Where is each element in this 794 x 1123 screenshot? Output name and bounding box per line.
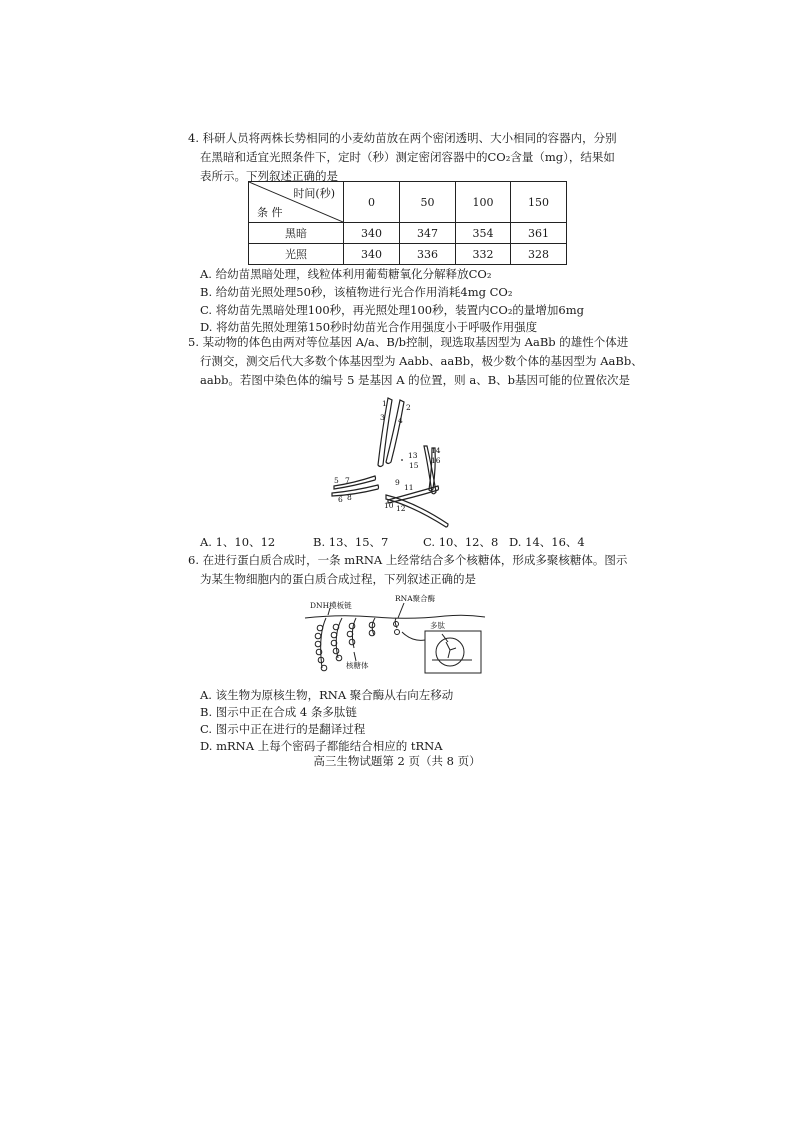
chromosome-label: 7 <box>345 476 350 485</box>
table-row <box>249 223 567 244</box>
chromosome-diagram <box>320 390 470 530</box>
q4-option-b: B. 给幼苗光照处理50秒，该植物进行光合作用消耗4mg CO₂ <box>200 285 513 299</box>
q6-option-c: C. 图示中正在进行的是翻译过程 <box>200 722 366 736</box>
chromosome-label: 15 <box>409 461 419 470</box>
table-cell: 361 <box>511 223 567 244</box>
q5-option-c: C. 10、12、8 <box>423 535 499 549</box>
table-cell: 328 <box>511 244 567 265</box>
chromosome-label: 12 <box>396 504 406 513</box>
table-cell: 332 <box>456 244 511 265</box>
chromosome-label: 16 <box>431 456 441 465</box>
chromosome-label: 14 <box>431 446 441 455</box>
q5-line: 5. 某动物的体色由两对等位基因 A/a、B/b控制，现选取基因型为 AaBb 的雄性个体进 <box>188 335 629 349</box>
chromosome-label: 2 <box>406 403 411 412</box>
chromosome-label: 13 <box>408 451 418 460</box>
chromosome-label: 9 <box>395 478 400 487</box>
peptide-label: 多肽 <box>430 621 445 630</box>
table-cell: 340 <box>344 223 400 244</box>
q4-line: 4. 科研人员将两株长势相同的小麦幼苗放在两个密闭透明、大小相同的容器内，分别 <box>188 131 617 145</box>
q4-line: 表所示。下列叙述正确的是 <box>200 169 338 183</box>
q6-line: 6. 在进行蛋白质合成时，一条 mRNA 上经常结合多个核糖体，形成多聚核糖体。图示 <box>188 553 628 567</box>
chromosome-label: 5 <box>334 476 339 485</box>
q4-option-d: D. 将幼苗先照处理第150秒时幼苗光合作用强度小于呼吸作用强度 <box>200 320 538 334</box>
co2-table <box>248 181 567 265</box>
table-row <box>249 244 567 265</box>
q4-line: 在黑暗和适宜光照条件下，定时（秒）测定密闭容器中的CO₂含量（mg），结果如 <box>200 150 615 164</box>
translation-diagram <box>300 590 490 680</box>
table-cell: 340 <box>344 244 400 265</box>
table-cell: 354 <box>456 223 511 244</box>
q6-option-d: D. mRNA 上每个密码子都能结合相应的 tRNA <box>200 739 443 753</box>
q5-option-d: D. 14、16、4 <box>509 535 585 549</box>
q6-line: 为某生物细胞内的蛋白质合成过程，下列叙述正确的是 <box>200 572 476 586</box>
condition-header: 条 件 <box>257 206 283 219</box>
time-header: 时间(秒) <box>293 187 335 200</box>
chromosome-label: 6 <box>338 495 343 504</box>
rna-polymerase-label: RNA聚合酶 <box>395 594 436 603</box>
chromosome-label: 11 <box>404 483 414 492</box>
time-cell: 100 <box>456 182 511 223</box>
row-label: 黑暗 <box>249 223 344 244</box>
q5-option-a: A. 1、10、12 <box>200 535 276 549</box>
table-diagonal-header <box>249 182 344 223</box>
time-cell: 0 <box>344 182 400 223</box>
row-label: 光照 <box>249 244 344 265</box>
q5-line: aabb。若图中染色体的编号 5 是基因 A 的位置，则 a、B、b基因可能的位置依次是 <box>200 373 630 387</box>
chromosome-label: 1 <box>382 399 387 408</box>
question-5-stem <box>188 333 643 390</box>
q4-option-a: A. 给幼苗黑暗处理，线粒体利用葡萄糖氧化分解释放CO₂ <box>200 267 492 281</box>
q5-option-b: B. 13、15、7 <box>313 535 389 549</box>
q6-option-a: A. 该生物为原核生物，RNA 聚合酶从右向左移动 <box>200 688 454 702</box>
time-cell: 50 <box>400 182 456 223</box>
time-cell: 150 <box>511 182 567 223</box>
chromosome-label: 8 <box>347 493 352 502</box>
question-6-stem <box>188 551 627 589</box>
table-cell: 336 <box>400 244 456 265</box>
table-cell: 347 <box>400 223 456 244</box>
ribosome-label: 核糖体 <box>346 661 369 670</box>
q4-option-c: C. 将幼苗先黑暗处理100秒，再光照处理100秒，装置内CO₂的量增加6mg <box>200 303 585 317</box>
q6-option-b: B. 图示中正在合成 4 条多肽链 <box>200 705 357 719</box>
q5-line: 行测交，测交后代大多数个体基因型为 Aabb、aaBb，极少数个体的基因型为 AaBb、 <box>200 354 643 368</box>
question-4-stem <box>188 129 617 186</box>
chromosome-label: 3 <box>380 413 385 422</box>
dna-template-label: DNH模板链 <box>310 601 352 610</box>
chromosome-label: 4 <box>398 416 403 425</box>
page-footer: 高三生物试题第 2 页（共 8 页） <box>313 754 481 768</box>
chromosome-label: 10 <box>384 501 394 510</box>
